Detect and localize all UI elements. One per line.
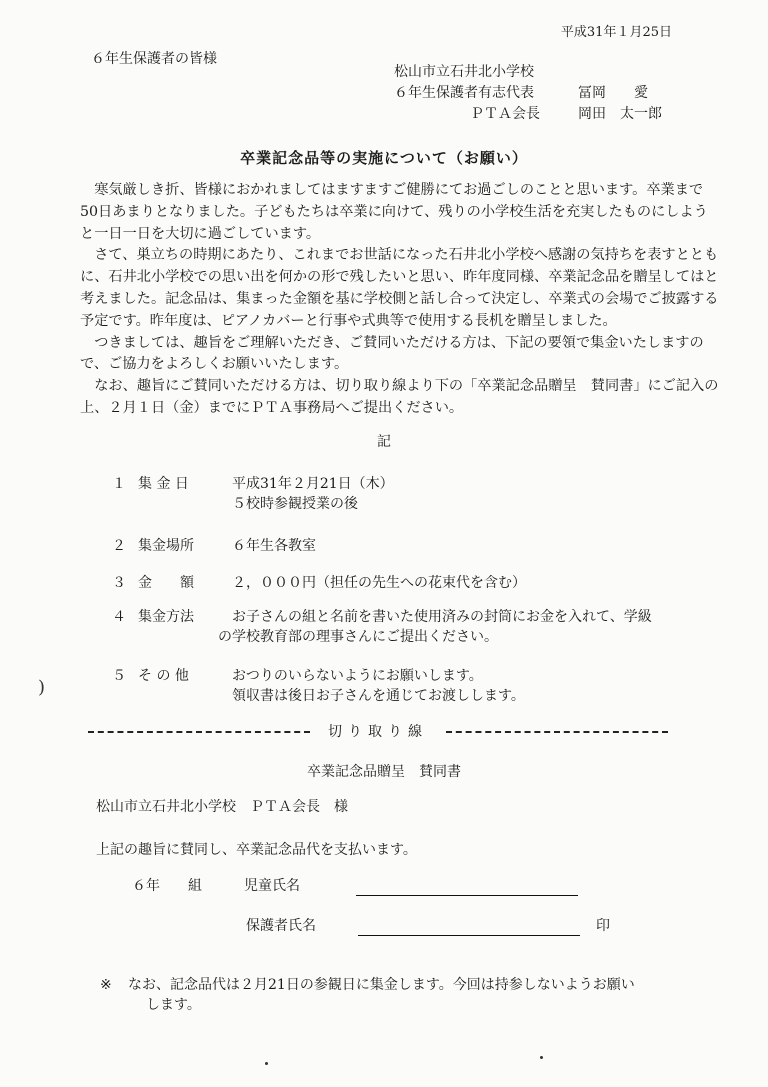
guardian-name-blank[interactable] [358, 917, 580, 936]
cut-line-dash [88, 731, 310, 733]
list-item [112, 536, 316, 556]
list-item [112, 474, 394, 515]
cut-line-dash [446, 731, 668, 733]
scan-dot [265, 1062, 268, 1065]
sender-school-row [394, 62, 694, 83]
item-label: 集金場所 [138, 538, 194, 554]
recipient-line: ６年生保護者の皆様 [91, 51, 217, 67]
sender-role: ＰＴＡ会長 [470, 106, 540, 123]
body-paragraph: 寒気厳しき折、皆様におかれましてはますますご健勝にてお過ごしのことと思います。卒業まで50日あまりとなりました。子どもたちは卒業に向けて、残りの小学校生活を充実したものにしようと一日一日を大切に過ごしています。 [80, 182, 708, 242]
sender-name: 冨岡 愛 [578, 85, 648, 102]
item-value-line2: 領収書は後日お子さんを通じてお渡しします。 [232, 688, 525, 705]
body-text [80, 180, 720, 420]
sender-role: ６年生保護者有志代表 [394, 85, 534, 102]
child-name-blank[interactable] [356, 877, 578, 896]
guardian-name-field [246, 916, 610, 936]
cut-line [88, 722, 668, 742]
document-title: 卒業記念品等の実施について（お願い） [240, 149, 528, 167]
item-label: そ の 他 [138, 668, 189, 684]
sender-row [394, 104, 694, 125]
child-name-field [132, 876, 578, 896]
scan-artifact: ) [38, 677, 46, 698]
ki-heading: 記 [377, 434, 391, 450]
document-date: 平成31年１月25日 [560, 25, 672, 40]
item-label: 集金方法 [138, 609, 194, 625]
scan-dot [540, 1056, 543, 1059]
body-paragraph: さて、巣立ちの時期にあたり、これまでお世話になった石井北小学校へ感謝の気持ちを表すとともに、石井北小学校での思い出を何かの形で残したいと思い、昨年度同様、卒業記念品を贈呈してはと考えました。記念品は、集まった金額を基に学校側と話し合って決定し、卒業式の会場でご披露する予定です。昨年度は、ピアノカバーと行事や式典等で使用する長机を贈呈しました。 [80, 247, 719, 329]
item-value: おつりのいらないようにお願いします。 [232, 668, 483, 684]
footnote [100, 975, 635, 1016]
form-title: 卒業記念品贈呈 賛同書 [307, 764, 461, 780]
body-paragraph: なお、趣旨にご賛同いただける方は、切り取り線より下の「卒業記念品贈呈 賛同書」にご記入の上、２月１日（金）までにＰＴＡ事務局へご提出ください。 [80, 378, 719, 416]
note-line: なお、記念品代は２月21日の参観日に集金します。今回は持参しないようお願い [128, 977, 635, 993]
sender-school: 松山市立石井北小学校 [394, 64, 534, 81]
item-label: 金 額 [138, 575, 194, 591]
sender-name: 岡田 太一郎 [578, 106, 662, 123]
item-number: ３ [112, 575, 126, 591]
list-item [112, 607, 652, 648]
form-agreement: 上記の趣旨に賛同し、卒業記念品代を支払います。 [96, 842, 417, 858]
item-number: ４ [112, 609, 126, 625]
note-line2: します。 [146, 997, 201, 1014]
seal-mark: 印 [596, 918, 610, 934]
child-name-label: 児童氏名 [244, 878, 300, 894]
item-label: 集 金 日 [138, 476, 189, 492]
item-value-line2: の学校教育部の理事さんにご提出ください。 [218, 629, 498, 646]
list-item [112, 573, 526, 593]
item-number: １ [112, 476, 126, 492]
item-number: ５ [112, 668, 126, 684]
item-value: ２，０００円（担任の先生への花束代を含む） [232, 575, 526, 591]
sender-row [394, 83, 694, 104]
item-value: 平成31年２月21日（木） [232, 476, 394, 492]
item-value: ６年生各教室 [232, 538, 316, 554]
item-value: お子さんの組と名前を書いた使用済みの封筒にお金を入れて、学級 [232, 609, 652, 625]
item-number: ２ [112, 538, 126, 554]
cut-line-label: 切り取り線 [328, 724, 428, 740]
note-mark: ※ [100, 977, 112, 993]
grade-class-label: ６年 組 [132, 878, 202, 894]
form-addressee: 松山市立石井北小学校 ＰＴＡ会長 様 [96, 799, 348, 815]
item-value-line2: ５校時参観授業の後 [232, 496, 358, 513]
list-item [112, 666, 525, 707]
body-paragraph: つきましては、趣旨をご理解いただき、ご賛同いただける方は、下記の要領で集金いたしますので、ご協力をよろしくお願いいたします。 [80, 334, 704, 373]
sender-block [394, 62, 694, 125]
guardian-name-label: 保護者氏名 [246, 918, 316, 934]
